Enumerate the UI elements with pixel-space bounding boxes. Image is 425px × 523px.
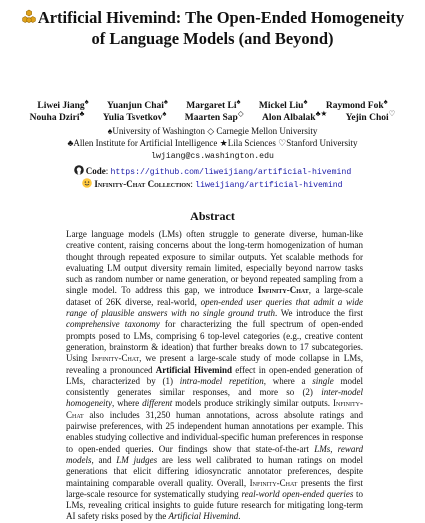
paper-title	[20, 8, 405, 48]
author-name: Alon Albalak♣★	[261, 108, 328, 123]
title-line-2: of Language Models (and Beyond)	[91, 29, 334, 48]
author-name: Nouha Dziri♣	[29, 108, 85, 123]
author-name: Yuanjun Chai♠	[106, 96, 168, 111]
author-name: Maarten Sap◇	[184, 108, 244, 123]
author-name: Liwei Jiang♠	[37, 96, 89, 111]
collection-url-link[interactable]: liweijiang/artificial-hivemind	[195, 181, 343, 190]
author-row-2	[0, 108, 425, 124]
author-name: Margaret Li♠	[186, 96, 241, 111]
affiliation-line-2: ♣Allen Institute for Artificial Intelligence ★Lila Sciences ♡Stanford University	[67, 138, 358, 148]
collection-link-line: Infinity-Chat Collection: liweijiang/artificial-hivemind	[0, 178, 425, 192]
code-link-line: Code: https://github.com/liweijiang/artificial-hivemind	[0, 165, 425, 179]
author-name: Yulia Tsvetkov♠	[102, 108, 167, 123]
huggingface-icon	[82, 178, 92, 188]
title-line-1: Artificial Hivemind: The Open-Ended Homogeneity	[37, 8, 405, 27]
github-icon	[74, 165, 84, 175]
collection-label: Infinity-Chat Collection	[94, 179, 191, 189]
code-url-link[interactable]: https://github.com/liweijiang/artificial-hivemind	[110, 168, 352, 177]
hive-icon	[21, 9, 37, 29]
author-row-1	[0, 96, 425, 112]
code-label: Code	[85, 166, 106, 176]
author-name: Yejin Choi♡	[345, 108, 396, 123]
contact-email[interactable]: lwjiang@cs.washington.edu	[151, 152, 274, 161]
author-name: Mickel Liu♠	[258, 96, 308, 111]
abstract-heading: Abstract	[190, 209, 235, 223]
abstract-body: Large language models (LMs) often struggle to generate diverse, human-like creative content, raising concerns about the long-term homogenization of human thought through repeated exposure to similar outputs. Yet scalable methods for evaluating LM output diversity remain limited, especially beyond narrow tasks such as random number or name generation, or beyond repeated sampling from a single model. To address this gap, we introduce Infinity-Chat, a large-scale dataset of 26K diverse, real-world, open-ended user queries that admit a wide range of plausible answers with no single ground truth. We introduce the first comprehensive taxonomy for characterizing the full spectrum of open-ended prompts posed to LMs, comprising 6 top-level categories (e.g., creative content generation, brainstorm & ideation) that further breaks down to 17 subcategories. Using Infinity-Chat, we present a large-scale study of mode collapse in LMs, revealing a pronounced Artificial Hivemind effect in open-ended generation of LMs, characterized by (1) intra-model repetition, where a single model consistently generates similar responses, and more so (2) inter-model homogeneity, where different models produce strikingly similar outputs. Infinity-Chat also includes 31,250 human annotations, across absolute ratings and pairwise preferences, with 25 independent human annotations per example. This enables studying collective and individual-specific human preferences in response to open-ended queries. Our findings show that state-of-the-art LMs, reward models, and LM judges are less well calibrated to human ratings on model generations that elicit differing idiosyncratic annotator preferences, despite maintaining comparable overall quality. Overall, Infinity-Chat presents the first large-scale resource for systematically studying real-world open-ended queries to LMs, revealing critical insights to guide future research for mitigating long-term AI safety risks posed by the Artificial Hivemind.	[66, 229, 364, 522]
affiliation-line-1: ♠University of Washington ◇ Carnegie Mellon University	[107, 126, 318, 136]
author-name: Raymond Fok♠	[325, 96, 388, 111]
